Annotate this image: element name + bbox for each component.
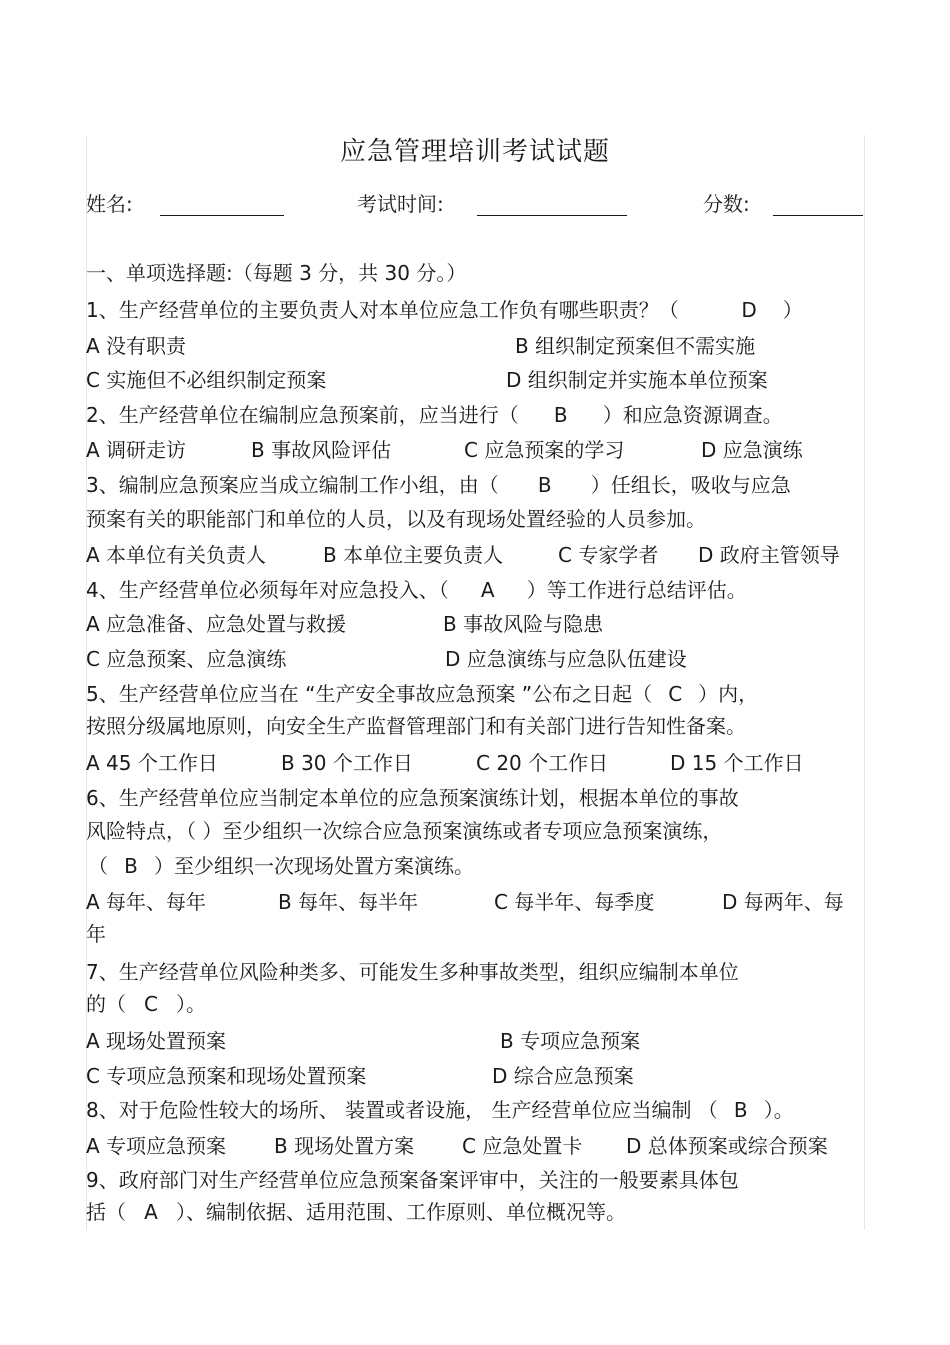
exam-time-blank bbox=[477, 215, 627, 216]
option-c: C 实施但不必组织制定预案 bbox=[86, 368, 327, 392]
answer: B bbox=[733, 1098, 748, 1122]
option-c: C 应急预案的学习 bbox=[464, 438, 625, 462]
option-c: C 20 个工作日 bbox=[476, 751, 609, 775]
question-text-end: ）至少组织一次现场处置方案演练。 bbox=[154, 854, 474, 878]
option-d: D 应急演练 bbox=[701, 438, 803, 462]
option-a: A 调研走访 bbox=[86, 438, 187, 462]
question-text-end: ）任组长，吸收与应急 bbox=[590, 473, 791, 497]
score-blank bbox=[773, 215, 863, 216]
option-d: D 政府主管领导 bbox=[698, 543, 840, 567]
option-d: D 综合应急预案 bbox=[492, 1064, 634, 1088]
answer: A bbox=[480, 578, 495, 602]
answer: B bbox=[124, 854, 138, 878]
option-b: B 每年、每半年 bbox=[278, 890, 419, 914]
question-text-end: ）和应急资源调查。 bbox=[602, 403, 783, 427]
option-c: C 应急处置卡 bbox=[462, 1134, 583, 1158]
option-d: D 每两年、每 bbox=[722, 890, 844, 914]
option-a: A 现场处置预案 bbox=[86, 1029, 227, 1053]
answer: D bbox=[741, 298, 757, 322]
option-c: C 每半年、每季度 bbox=[494, 890, 655, 914]
option-c: C 专家学者 bbox=[558, 543, 659, 567]
question-text: 3、编制应急预案应当成立编制工作小组，由（ bbox=[86, 473, 499, 497]
option-d: D 组织制定并实施本单位预案 bbox=[506, 368, 768, 392]
option-d: D 总体预案或综合预案 bbox=[626, 1134, 828, 1158]
question-text: 5、生产经营单位应当在 “生产安全事故应急预案 ”公布之日起（ bbox=[86, 682, 653, 706]
name-blank bbox=[160, 215, 284, 216]
question-text: 2、生产经营单位在编制应急预案前，应当进行（ bbox=[86, 403, 519, 427]
question-text: 1、生产经营单位的主要负责人对本单位应急工作负有哪些职责？（ bbox=[86, 298, 679, 322]
question-text: 的（ bbox=[86, 992, 126, 1016]
section-heading: 一、单项选择题:（每题 3 分，共 30 分。） bbox=[86, 261, 467, 285]
option-a: A 本单位有关负责人 bbox=[86, 543, 267, 567]
answer: C bbox=[668, 682, 683, 706]
score-label: 分数: bbox=[703, 192, 750, 216]
exam-time-label: 考试时间: bbox=[357, 192, 444, 216]
question-8 bbox=[86, 1096, 794, 1124]
question-7-line-2 bbox=[86, 990, 206, 1018]
name-label: 姓名: bbox=[86, 192, 133, 216]
question-text: （ bbox=[88, 854, 108, 878]
question-text: 8、对于危险性较大的场所、 装置或者设施， 生产经营单位应当编制 （ bbox=[86, 1098, 718, 1122]
option-b: B 30 个工作日 bbox=[281, 751, 413, 775]
option-c: C 应急预案、应急演练 bbox=[86, 647, 287, 671]
question-3-line-2: 预案有关的职能部门和单位的人员，以及有现场处置经验的人员参加。 bbox=[86, 507, 706, 531]
option-d: D 应急演练与应急队伍建设 bbox=[445, 647, 687, 671]
option-b: B 专项应急预案 bbox=[500, 1029, 641, 1053]
question-1 bbox=[86, 296, 803, 324]
question-4 bbox=[86, 576, 747, 604]
answer: A bbox=[144, 1200, 158, 1224]
question-5 bbox=[86, 680, 758, 708]
option-b: B 组织制定预案但不需实施 bbox=[515, 334, 756, 358]
question-text: 括（ bbox=[86, 1200, 126, 1224]
question-2 bbox=[86, 401, 783, 429]
option-d: D 15 个工作日 bbox=[670, 751, 804, 775]
page-title: 应急管理培训考试试题 bbox=[339, 137, 610, 167]
question-text-end: ）。 bbox=[763, 1098, 794, 1122]
question-text-end: ）等工作进行总结评估。 bbox=[526, 578, 747, 602]
option-a: A 应急准备、应急处置与救援 bbox=[86, 612, 347, 636]
right-margin-line bbox=[864, 135, 865, 1230]
question-text: 4、生产经营单位必须每年对应急投入、（ bbox=[86, 578, 449, 602]
answer: B bbox=[553, 403, 568, 427]
question-6-line-3 bbox=[88, 852, 474, 880]
option-b: B 事故风险评估 bbox=[251, 438, 392, 462]
option-b: B 现场处置方案 bbox=[274, 1134, 415, 1158]
question-text-end: ）、编制依据、适用范围、工作原则、单位概况等。 bbox=[176, 1200, 626, 1224]
question-text-end: ）。 bbox=[176, 992, 206, 1016]
option-b: B 本单位主要负责人 bbox=[323, 543, 504, 567]
question-text-end: ）内， bbox=[698, 682, 759, 706]
question-close: ） bbox=[782, 298, 803, 322]
option-c: C 专项应急预案和现场处置预案 bbox=[86, 1064, 367, 1088]
option-a: A 没有职责 bbox=[86, 334, 187, 358]
option-a: A 45 个工作日 bbox=[86, 751, 218, 775]
option-a: A 每年、每年 bbox=[86, 890, 207, 914]
question-6: 6、生产经营单位应当制定本单位的应急预案演练计划，根据本单位的事故 bbox=[86, 786, 739, 810]
question-5-line-2: 按照分级属地原则，向安全生产监督管理部门和有关部门进行告知性备案。 bbox=[86, 714, 746, 738]
question-6-line-2: 风险特点，（ ）至少组织一次综合应急预案演练或者专项应急预案演练， bbox=[86, 819, 723, 843]
answer: B bbox=[537, 473, 552, 497]
option-d-wrap: 年 bbox=[86, 922, 106, 946]
question-9-line-2 bbox=[86, 1198, 626, 1226]
option-a: A 专项应急预案 bbox=[86, 1134, 227, 1158]
question-3 bbox=[86, 471, 791, 499]
question-9: 9、政府部门对生产经营单位应急预案备案评审中，关注的一般要素具体包 bbox=[86, 1168, 739, 1192]
question-7: 7、生产经营单位风险种类多、可能发生多种事故类型，组织应编制本单位 bbox=[86, 960, 739, 984]
option-b: B 事故风险与隐患 bbox=[443, 612, 604, 636]
answer: C bbox=[144, 992, 158, 1016]
